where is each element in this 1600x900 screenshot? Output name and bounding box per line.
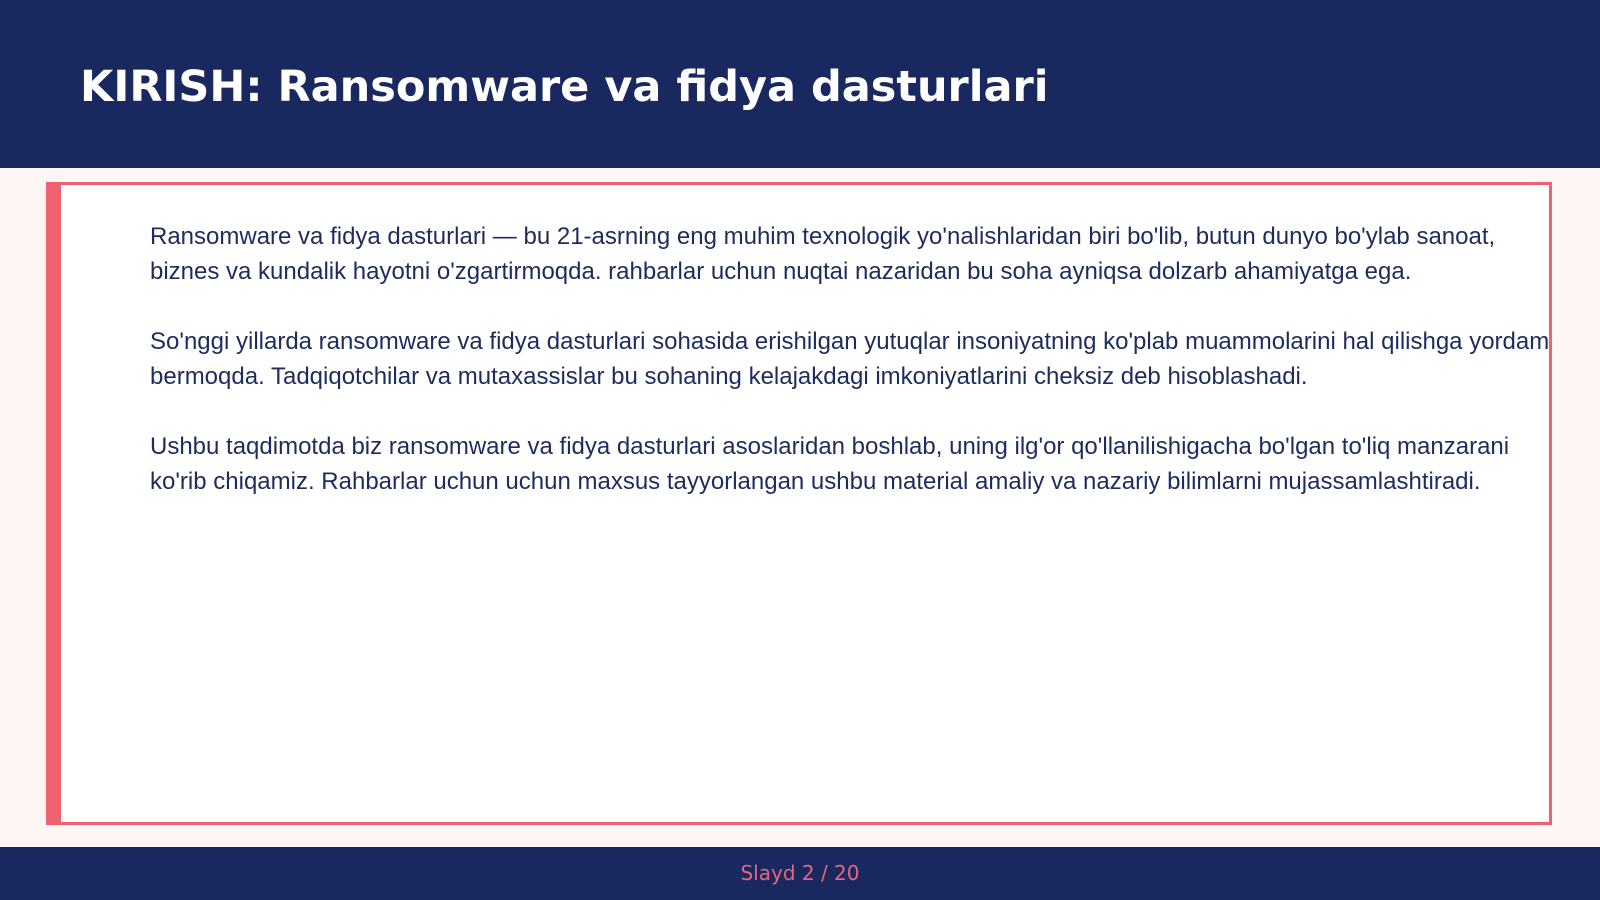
footer-bar <box>0 847 1600 900</box>
slide-title: KIRISH: Ransomware va fidya dasturlari <box>80 62 1049 112</box>
slide-counter: Slayd 2 / 20 <box>740 861 860 885</box>
paragraph-list <box>150 219 1555 534</box>
paragraph-3: Ushbu taqdimotda biz ransomware va fidya dasturlari asoslaridan boshlab, uning ilg'or qo'llanilishigacha bo'lgan to'liq manzarani ko'rib chiqamiz. Rahbarlar uchun uchun maxsus tayyorlangan ushbu material amaliy va nazariy bilimlarni mujassamlashtiradi. <box>150 433 1510 495</box>
paragraph-1: Ransomware va fidya dasturlari — bu 21-asrning eng muhim texnologik yo'nalishlaridan biri bo'lib, butun dunyo bo'ylab sanoat, biznes va kundalik hayotni o'zgartirmoqda. rahbarlar uchun nuqtai nazaridan bu soha ayniqsa dolzarb ahamiyatga ega. <box>150 223 1496 285</box>
header-bar <box>0 0 1600 168</box>
content-card <box>46 182 1552 825</box>
paragraph-2: So'nggi yillarda ransomware va fidya dasturlari sohasida erishilgan yutuqlar insoniyatning ko'plab muammolarini hal qilishga yordam bermoqda. Tadqiqotchilar va mutaxassislar bu sohaning kelajakdagi imkoniyatlarini cheksiz deb hisoblashadi. <box>150 328 1550 390</box>
